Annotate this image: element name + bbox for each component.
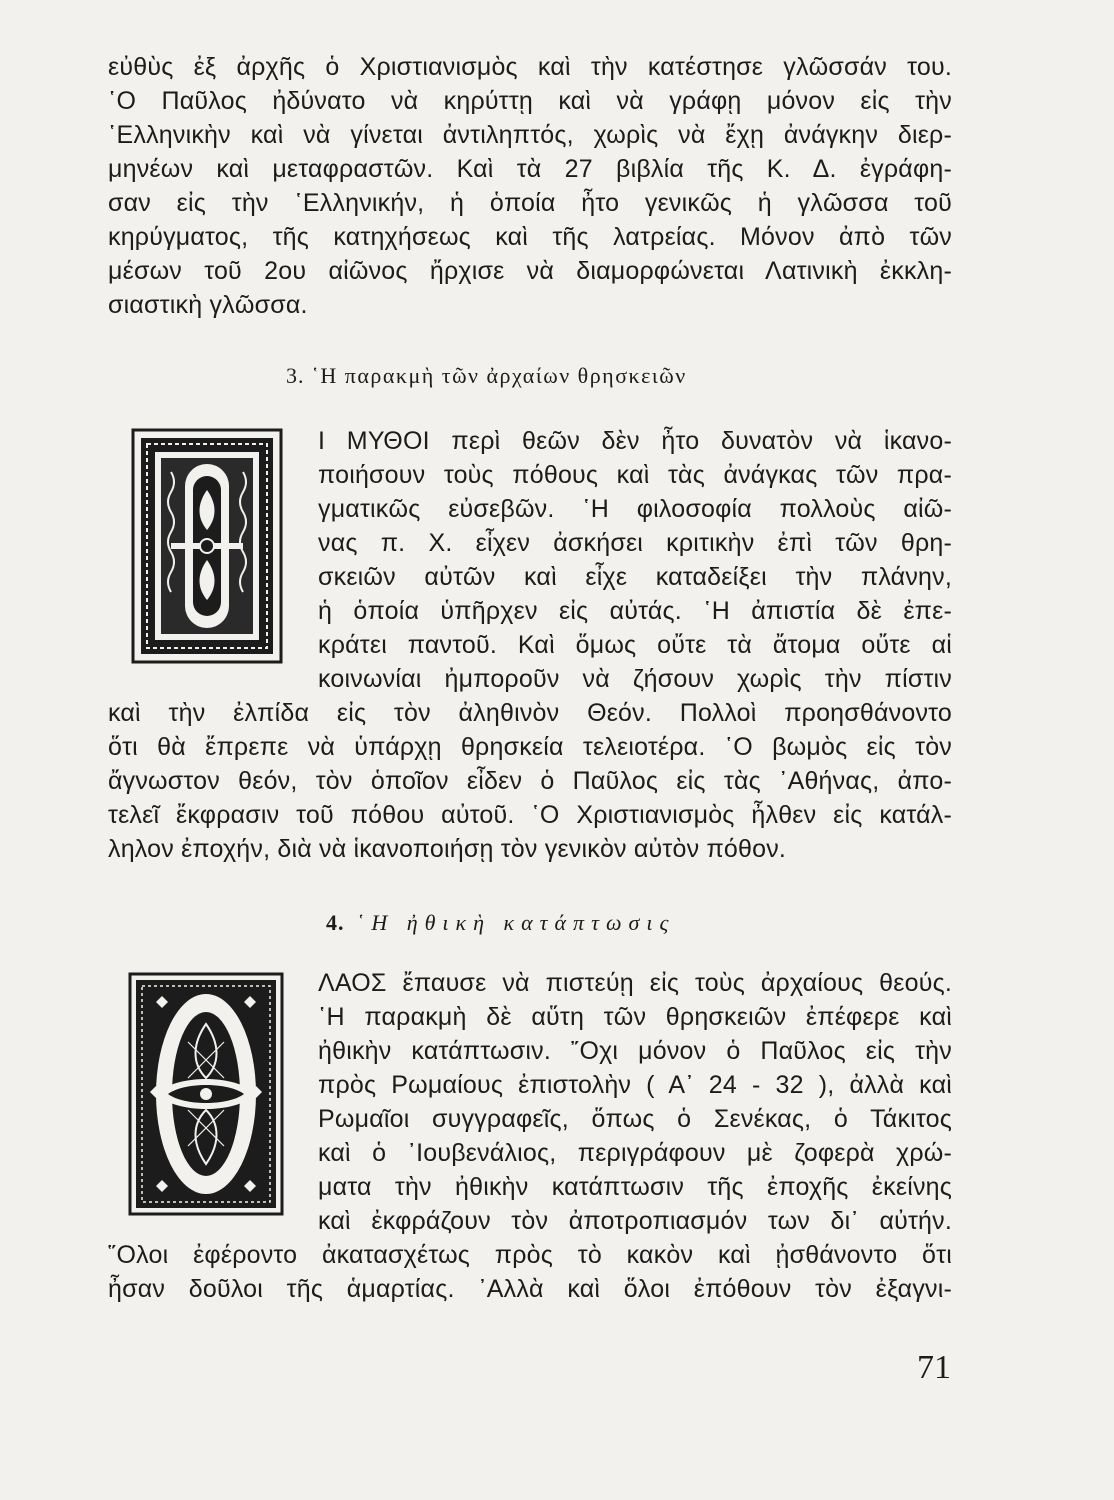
text-line: ῞Ολοι ἐφέροντο ἀκατασχέτως πρὸς τὸ κακὸν καὶ ᾐσθάνοντο ὅτι [108,1241,952,1269]
text-line: ὅτι θὰ ἔπρεπε νὰ ὑπάρχῃ θρησκεία τελειοτέρα. ῾Ο βωμὸς εἰς τὸν [108,733,952,761]
ornamental-initial-icon [131,428,283,664]
ornamental-initial-icon [128,972,284,1216]
section-number: 3. [286,363,305,388]
text-line: μέσων τοῦ 2ου αἰῶνος ἤρχισε νὰ διαμορφώνεται Λατινικὴ ἐκκλη- [108,257,952,285]
text-line: τελεῖ ἔκφρασιν τοῦ πόθου αὐτοῦ. ῾Ο Χριστιανισμὸς ἦλθεν εἰς κατάλ- [108,801,952,829]
section-title: ῾Η παρακμὴ τῶν ἀρχαίων θρησκειῶν [311,363,687,388]
text-line: μηνέων καὶ μεταφραστῶν. Καὶ τὰ 27 βιβλία τῆς Κ. Δ. ἐγράφη- [108,155,952,183]
text-line: ληλον ἐποχήν, διὰ νὰ ἱκανοποιήσῃ τὸν γενικὸν αὐτὸν πόθον. [108,835,787,863]
text-line: καὶ τὴν ἐλπίδα εἰς τὸν ἀληθινὸν Θεόν. Πολλοὶ προησθάνοντο [108,699,952,727]
text-line: ῾Ο Παῦλος ἠδύνατο νὰ κηρύττῃ καὶ νὰ γράφῃ μόνον εἰς τὴν [108,87,952,115]
text-line: ῾Ελληνικὴν καὶ νὰ γίνεται ἀντιληπτός, χωρὶς νὰ ἔχῃ ἀνάγκην διερ- [108,121,952,149]
section-heading-3 [286,360,687,392]
text-line: ἡ ὁποία ὑπῆρχεν εἰς αὐτάς. ῾Η ἀπιστία δὲ ἐπε- [318,597,952,625]
text-line: ῾Η παρακμὴ δὲ αὕτη τῶν θρησκειῶν ἐπέφερε καὶ [318,1003,952,1031]
text-line: εὐθὺς ἐξ ἀρχῆς ὁ Χριστιανισμὸς καὶ τὴν κατέστησε γλῶσσάν του. [108,53,952,81]
text-line: καὶ ἐκφράζουν τὸν ἀποτροπιασμόν των δι᾿ αὐτήν. [318,1207,952,1235]
text-line: Ι ΜΥΘΟΙ περὶ θεῶν δὲν ἦτο δυνατὸν νὰ ἱκανο- [318,427,952,455]
text-line: κηρύγματος, τῆς κατηχήσεως καὶ τῆς λατρείας. Μόνον ἀπὸ τῶν [108,223,952,251]
text-line: σαν εἰς τὴν ῾Ελληνικήν, ἡ ὁποία ἦτο γενικῶς ἡ γλῶσσα τοῦ [108,189,952,217]
section-heading-4 [326,907,675,939]
text-line: ποιήσουν τοὺς πόθους καὶ τὰς ἀνάγκας τῶν πρα- [318,461,952,489]
section-title: ῾Η ἠθικὴ κατάπτωσις [357,910,676,935]
text-line: σκειῶν αὐτῶν καὶ εἶχε καταδείξει τὴν πλάνην, [318,563,952,591]
text-line: γματικῶς εὐσεβῶν. ῾Η φιλοσοφία πολλοὺς αἰῶ- [318,495,952,523]
text-line: Ρωμαῖοι συγγραφεῖς, ὅπως ὁ Σενέκας, ὁ Τάκιτος [318,1105,952,1133]
text-line: ἄγνωστον θεόν, τὸν ὁποῖον εἶδεν ὁ Παῦλος εἰς τὰς ᾿Αθήνας, ἀπο- [108,767,952,795]
text-line: ΛΑΟΣ ἔπαυσε νὰ πιστεύῃ εἰς τοὺς ἀρχαίους θεούς. [318,969,952,997]
text-line: νας π. Χ. εἶχεν ἀσκήσει κριτικὴν ἐπὶ τῶν θρη- [318,529,952,557]
text-line: πρὸς Ρωμαίους ἐπιστολὴν ( Α᾿ 24 - 32 ), ἀλλὰ καὶ [318,1071,952,1099]
page-number: 71 [917,1349,951,1386]
text-line: καὶ ὁ ᾿Ιουβενάλιος, περιγράφουν μὲ ζοφερὰ χρώ- [318,1139,952,1167]
text-line: ἠθικὴν κατάπτωσιν. ῎Οχι μόνον ὁ Παῦλος εἰς τὴν [318,1037,952,1065]
text-line: ἦσαν δοῦλοι τῆς ἁμαρτίας. ᾿Αλλὰ καὶ ὅλοι ἐπόθουν τὸν ἐξαγνι- [108,1275,952,1303]
text-line: κράτει παντοῦ. Καὶ ὅμως οὔτε τὰ ἄτομα οὔτε αἱ [318,631,952,659]
text-line: κοινωνίαι ἠμποροῦν νὰ ζήσουν χωρὶς τὴν πίστιν [318,665,952,693]
section-number: 4. [326,910,345,935]
text-line: σιαστικὴ γλῶσσα. [108,291,308,319]
text-line: ματα τὴν ἠθικὴν κατάπτωσιν τῆς ἐποχῆς ἐκείνης [318,1173,952,1201]
